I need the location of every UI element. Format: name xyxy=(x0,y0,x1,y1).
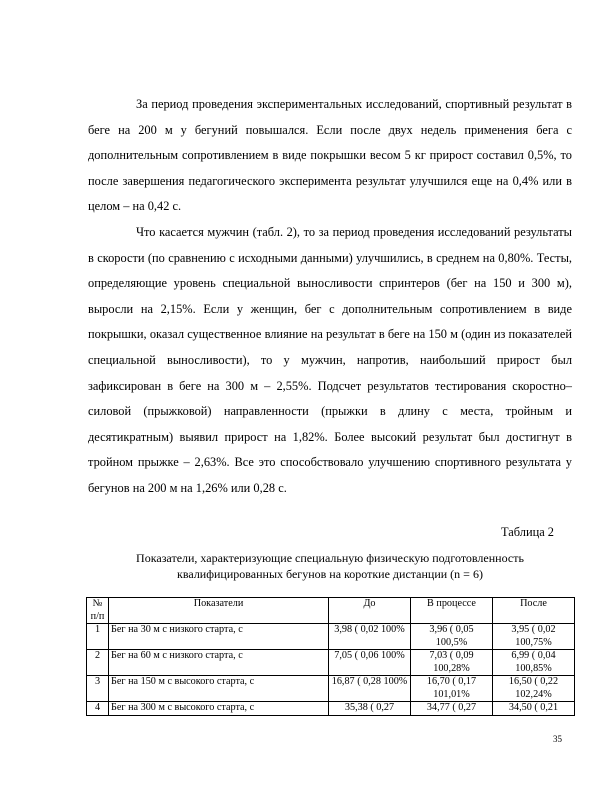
header-num: № п/п xyxy=(87,598,109,624)
table-row xyxy=(87,676,575,702)
row-indicator: Бег на 30 м с низкого старта, с xyxy=(109,624,329,650)
row-during: 16,70 ( 0,17 101,01% xyxy=(411,676,493,702)
body-text xyxy=(88,92,572,502)
row-indicator: Бег на 150 м с высокого старта, с xyxy=(109,676,329,702)
row-before: 35,38 ( 0,27 xyxy=(329,702,411,716)
data-table xyxy=(86,597,575,716)
table-row xyxy=(87,624,575,650)
header-indicator: Показатели xyxy=(109,598,329,624)
row-after: 3,95 ( 0,02 100,75% xyxy=(493,624,575,650)
row-num: 4 xyxy=(87,702,109,716)
header-during: В процессе xyxy=(411,598,493,624)
table-header-row xyxy=(87,598,575,624)
header-before: До xyxy=(329,598,411,624)
row-during: 34,77 ( 0,27 xyxy=(411,702,493,716)
row-indicator: Бег на 300 м с высокого старта, с xyxy=(109,702,329,716)
paragraph: За период проведения экспериментальных исследований, спортивный результат в беге на 200 м у бегуний повышался. Если после двух недель применения бега с дополнительным сопротивлением в виде покрышки весом 5 кг прирост составил 0,5%, то после завершения педагогического эксперимента результат улучшился еще на 0,4% или в целом – на 0,42 с. xyxy=(88,97,572,214)
row-num: 2 xyxy=(87,650,109,676)
row-num: 3 xyxy=(87,676,109,702)
row-num: 1 xyxy=(87,624,109,650)
header-after: После xyxy=(493,598,575,624)
row-during: 3,96 ( 0,05 100,5% xyxy=(411,624,493,650)
page-number: 35 xyxy=(553,734,562,744)
table-label: Таблица 2 xyxy=(501,525,554,539)
table-row xyxy=(87,702,575,716)
table-row xyxy=(87,650,575,676)
row-after: 34,50 ( 0,21 xyxy=(493,702,575,716)
paragraph: Что касается мужчин (табл. 2), то за период проведения исследований результаты в скорости (по сравнению с исходными данными) улучшились, в среднем на 0,80%. Тесты, определяющие уровень специальной выносливости спринтеров (бег на 150 и 300 м), выросли на 2,15%. Если у женщин, бег с дополнительным сопротивлением в виде покрышки, оказал существенное влияние на результат в беге на 150 м (один из показателей специальной выносливости), то у мужчин, напротив, наибольший прирост был зафиксирован в беге на 300 м – 2,55%. Подсчет результатов тестирования скоростно–силовой (прыжковой) направленности (прыжки в длину с места, тройным и десятикратным) выявил прирост на 1,82%. Более высокий результат был достигнут в тройном прыжке – 2,63%. Все это способствовало улучшению спортивного результата у бегунов на 200 м на 1,26% или 0,28 с. xyxy=(88,224,572,495)
row-after: 16,50 ( 0,22 102,24% xyxy=(493,676,575,702)
row-before: 16,87 ( 0,28 100% xyxy=(329,676,411,702)
row-during: 7,03 ( 0,09 100,28% xyxy=(411,650,493,676)
row-before: 7,05 ( 0,06 100% xyxy=(329,650,411,676)
table-caption: Показатели, характеризующие специальную физическую подготовленность квалифицированных бегунов на короткие дистанции (n = 6) xyxy=(136,551,524,581)
row-after: 6,99 ( 0,04 100,85% xyxy=(493,650,575,676)
row-indicator: Бег на 60 м с низкого старта, с xyxy=(109,650,329,676)
row-before: 3,98 ( 0,02 100% xyxy=(329,624,411,650)
